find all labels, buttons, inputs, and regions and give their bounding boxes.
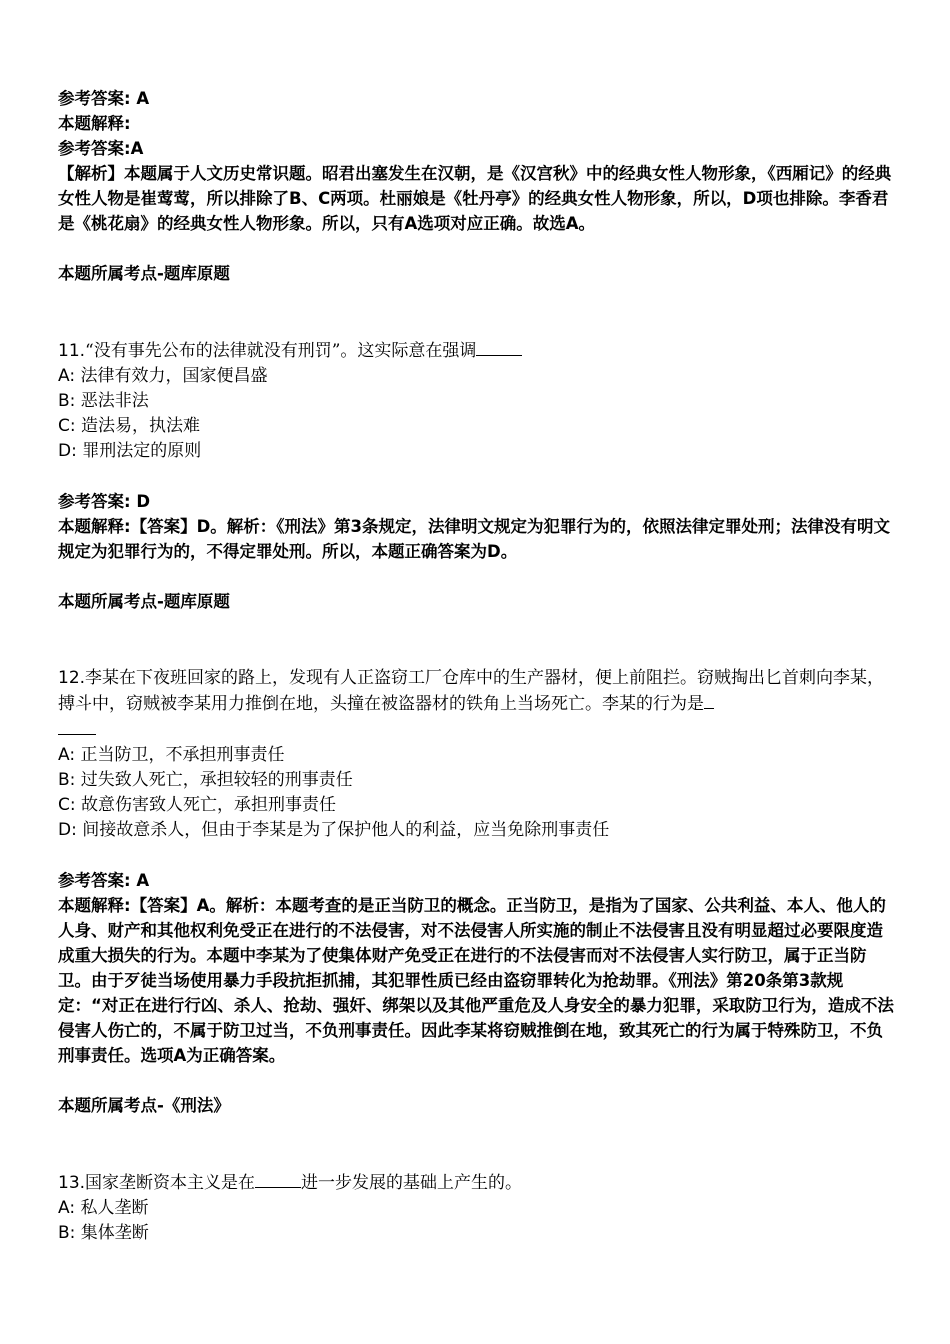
prev-answer: 参考答案: A xyxy=(58,89,150,108)
question-12-option-a: A: 正当防卫，不承担刑事责任 xyxy=(58,745,285,765)
question-11-option-a: A: 法律有效力，国家便昌盛 xyxy=(58,366,268,386)
prev-answer-repeat: 参考答案:A xyxy=(58,139,144,158)
question-11-option-c: C: 造法易，执法难 xyxy=(58,416,201,436)
question-12-option-b: B: 过失致人死亡，承担较轻的刑事责任 xyxy=(58,770,353,790)
question-12-stem: 12.李某在下夜班回家的路上，发现有人正盗窃工厂仓库中的生产器材，便上前阻拦。窃贼掏出匕首刺向李某，搏斗中，窃贼被李某用力推倒在地，头撞在被盗器材的铁角上当场死亡。李某的行为是 xyxy=(58,666,898,743)
question-13-option-b: B: 集体垄断 xyxy=(58,1223,149,1243)
question-11-stem: 11.“没有事先公布的法律就没有刑罚”。这实际意在强调 xyxy=(58,338,898,364)
question-11-answer: 参考答案: D xyxy=(58,492,151,511)
prev-analysis: 【解析】本题属于人文历史常识题。昭君出塞发生在汉朝，是《汉宫秋》中的经典女性人物形象，《西厢记》的经典女性人物是崔莺莺，所以排除了B、C两项。杜丽娘是《牡丹亭》的经典女性人物形象，所以，D项也排除。李香君是《桃花扇》的经典女性人物形象。所以，只有A选项对应正确。故选A。 xyxy=(58,164,892,233)
question-11-option-d: D: 罪刑法定的原则 xyxy=(58,441,202,461)
question-11-topic: 本题所属考点-题库原题 xyxy=(58,592,230,611)
question-12-explanation: 本题解释:【答案】A。解析：本题考查的是正当防卫的概念。正当防卫，是指为了国家、公共利益、本人、他人的人身、财产和其他权利免受正在进行的不法侵害，对不法侵害人所实施的制止不法侵害且没有明显超过必要限度造成重大损失的行为。本题中李某为了使集体财产免受正在进行的不法侵害而对不法侵害人实行防卫，属于正当防卫。由于歹徒当场使用暴力手段抗拒抓捕，其犯罪性质已经由盗窃罪转化为抢劫罪。《刑法》第20条第3款规定：“对正在进行行凶、杀人、抢劫、强奸、绑架以及其他严重危及人身安全的暴力犯罪，采取防卫行为，造成不法侵害人伤亡的，不属于防卫过当，不负刑事责任。因此李某将窃贼推倒在地，致其死亡的行为属于特殊防卫，不负刑事责任。选项A为正确答案。 xyxy=(58,896,894,1065)
question-11-explanation: 本题解释:【答案】D。解析：《刑法》第3条规定，法律明文规定为犯罪行为的，依照法律定罪处刑；法律没有明文规定为犯罪行为的，不得定罪处刑。所以，本题正确答案为D。 xyxy=(58,517,891,561)
question-12-option-c: C: 故意伤害致人死亡，承担刑事责任 xyxy=(58,795,337,815)
question-12-topic: 本题所属考点-《刑法》 xyxy=(58,1096,230,1115)
question-11-option-b: B: 恶法非法 xyxy=(58,391,149,411)
question-12-answer: 参考答案: A xyxy=(58,871,150,890)
prev-topic: 本题所属考点-题库原题 xyxy=(58,264,230,283)
question-13-stem: 13.国家垄断资本主义是在 进一步发展的基础上产生的。 xyxy=(58,1170,898,1196)
document-page xyxy=(58,86,898,1246)
prev-explanation-label: 本题解释: xyxy=(58,114,131,133)
question-13-option-a: A: 私人垄断 xyxy=(58,1198,149,1218)
question-12-option-d: D: 间接故意杀人，但由于李某是为了保护他人的利益，应当免除刑事责任 xyxy=(58,820,610,840)
